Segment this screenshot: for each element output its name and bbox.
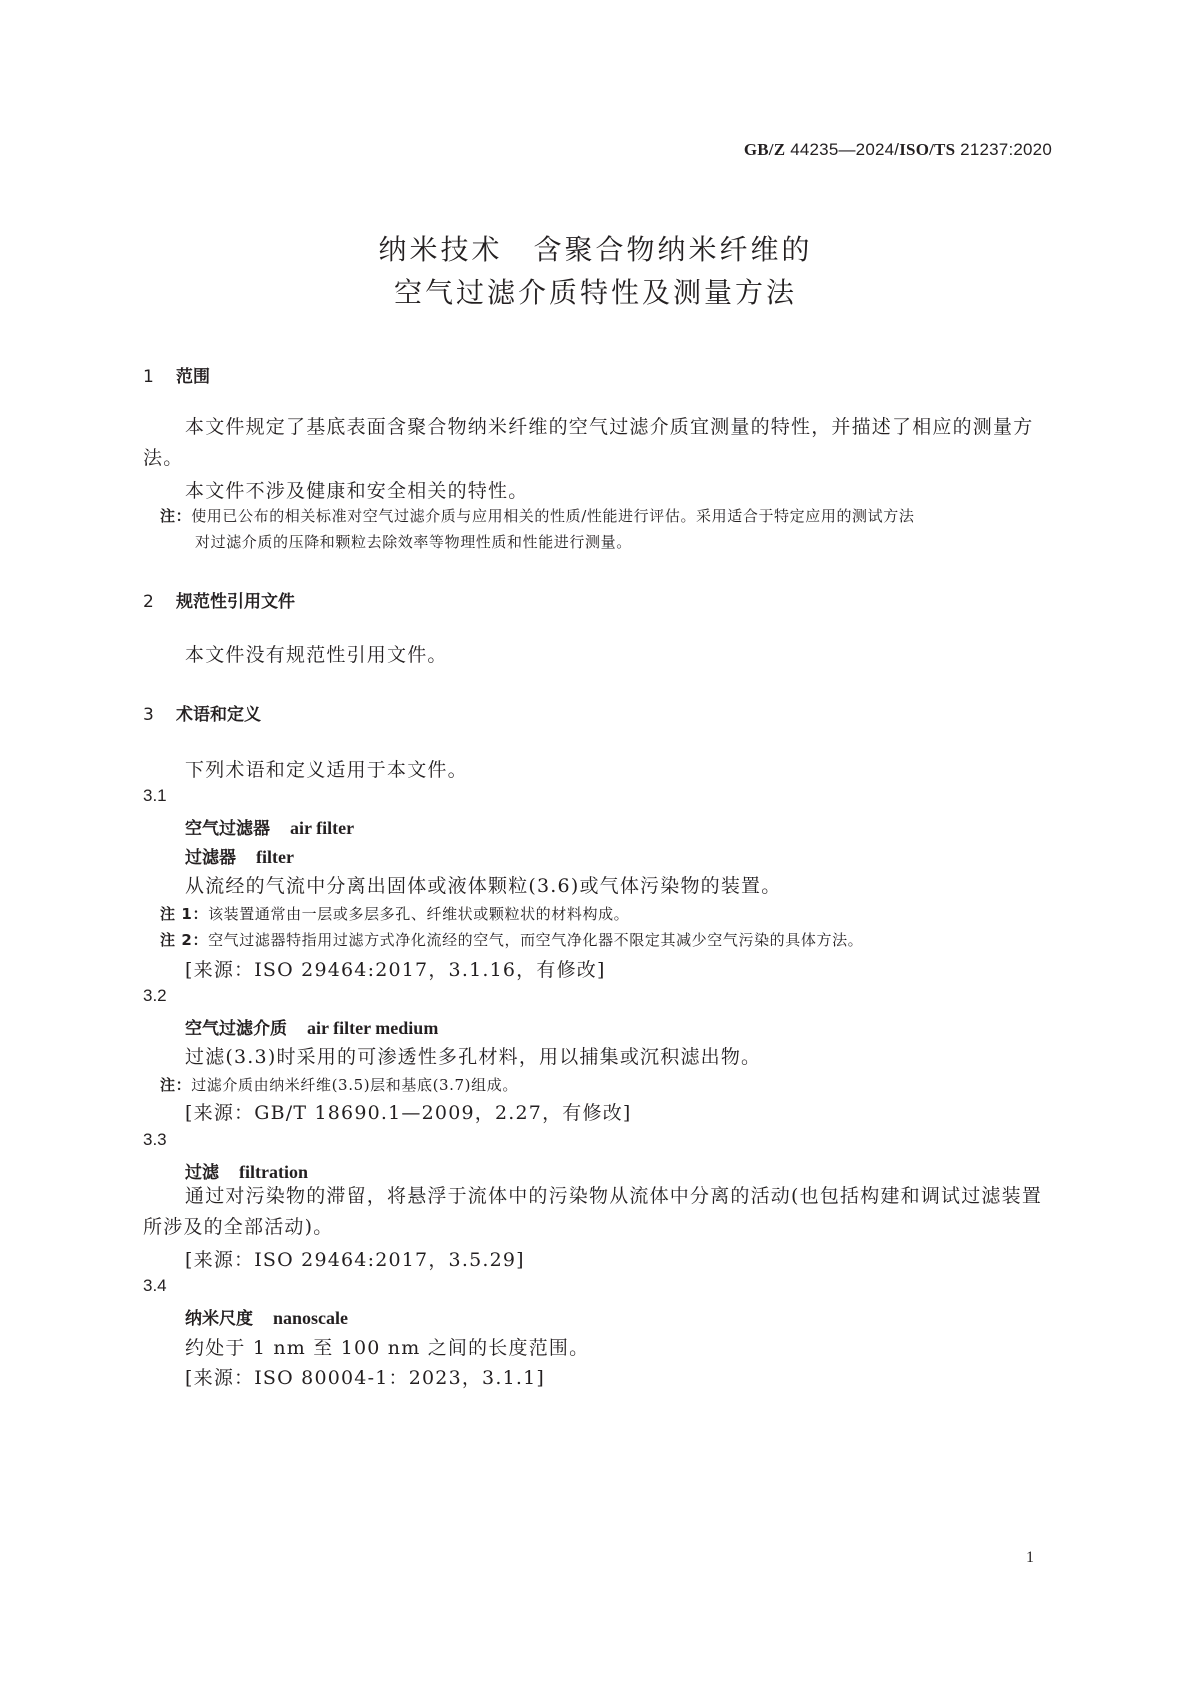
title-line-2: 空气过滤介质特性及测量方法: [393, 276, 797, 309]
note-text: 空气过滤器特指用过滤方式净化流经的空气，而空气净化器不限定其减少空气污染的具体方法。: [208, 931, 864, 949]
term-definition: 通过对污染物的滞留，将悬浮于流体中的污染物从流体中分离的活动(也包括构建和调试过滤装置所涉及的全部活动)。: [143, 1185, 1043, 1238]
section-title: 术语和定义: [176, 705, 261, 725]
term-number: 3.1: [143, 786, 167, 805]
title-line-1: 纳米技术 含聚合物纳米纤维的: [378, 233, 813, 266]
term-title: [185, 814, 354, 839]
term-zh: 空气过滤介质: [185, 1019, 287, 1039]
term-note-1: [160, 903, 629, 924]
note-label: 注：: [160, 507, 192, 525]
term-en: filter: [256, 847, 294, 867]
term-source: [来源：ISO 29464:2017，3.5.29]: [185, 1249, 525, 1271]
section-title: 规范性引用文件: [176, 592, 295, 612]
term-zh: 空气过滤器: [185, 819, 270, 839]
document-code: [744, 140, 1052, 160]
term-source: [来源：GB/T 18690.1—2009，2.27，有修改]: [185, 1102, 632, 1124]
section-heading-terms: [143, 700, 261, 725]
term-note-2: [160, 929, 863, 950]
code-iso: ISO/TS: [899, 140, 956, 159]
code-iso-number: 21237:2020: [955, 140, 1052, 159]
scope-note: [160, 505, 914, 526]
note-text: 过滤介质由纳米纤维(3.5)层和基底(3.7)组成。: [191, 1076, 518, 1094]
normative-paragraph: 本文件没有规范性引用文件。: [185, 644, 448, 666]
term-number: 3.3: [143, 1130, 167, 1149]
term-number: 3.2: [143, 986, 167, 1005]
term-title: [185, 1158, 308, 1183]
note-label: 注 2：: [160, 931, 209, 949]
term-zh: 过滤: [185, 1163, 219, 1183]
term-zh: 纳米尺度: [185, 1309, 253, 1329]
note-text: 该装置通常由一层或多层多孔、纤维状或颗粒状的材料构成。: [208, 905, 630, 923]
code-prefix: GB/Z: [743, 140, 786, 159]
scope-note-line-2: 对过滤介质的压降和颗粒去除效率等物理性质和性能进行测量。: [195, 533, 632, 551]
term-definition: 约处于 1 nm 至 100 nm 之间的长度范围。: [185, 1337, 590, 1359]
term-title: [185, 1014, 438, 1039]
scope-paragraph-1: 本文件规定了基底表面含聚合物纳米纤维的空气过滤介质宜测量的特性，并描述了相应的测量方法。: [143, 416, 1034, 469]
section-title: 范围: [176, 367, 210, 387]
section-number: 1: [143, 367, 154, 387]
note-label: 注 1：: [160, 905, 209, 923]
term-en: air filter medium: [307, 1018, 439, 1038]
section-number: 2: [143, 592, 154, 612]
term-title: [185, 1304, 348, 1329]
term-zh: 过滤器: [185, 848, 236, 868]
term-definition: 从流经的气流中分离出固体或液体颗粒(3.6)或气体污染物的装置。: [185, 875, 782, 897]
scope-paragraph-2: 本文件不涉及健康和安全相关的特性。: [185, 480, 529, 502]
term-number: 3.4: [143, 1276, 167, 1295]
note-text-line-1: 使用已公布的相关标准对空气过滤介质与应用相关的性质/性能进行评估。采用适合于特定应用的测试方法: [191, 507, 915, 525]
section-heading-scope: [143, 362, 210, 387]
code-number: 44235—2024/: [785, 140, 900, 159]
term-definition: 过滤(3.3)时采用的可渗透性多孔材料，用以捕集或沉积滤出物。: [185, 1046, 762, 1068]
section-number: 3: [143, 705, 154, 725]
term-en: air filter: [290, 818, 355, 838]
terms-intro: 下列术语和定义适用于本文件。: [185, 759, 468, 781]
term-en: nanoscale: [273, 1308, 349, 1328]
note-label: 注：: [160, 1076, 192, 1094]
section-heading-normative: [143, 587, 295, 612]
term-en: filtration: [239, 1162, 308, 1182]
term-note-1: [160, 1074, 518, 1095]
term-source: [来源：ISO 29464:2017，3.1.16，有修改]: [185, 959, 606, 981]
term-synonym: [185, 843, 294, 868]
term-source: [来源：ISO 80004-1：2023，3.1.1]: [185, 1367, 546, 1389]
page-number: 1: [1026, 1549, 1034, 1566]
